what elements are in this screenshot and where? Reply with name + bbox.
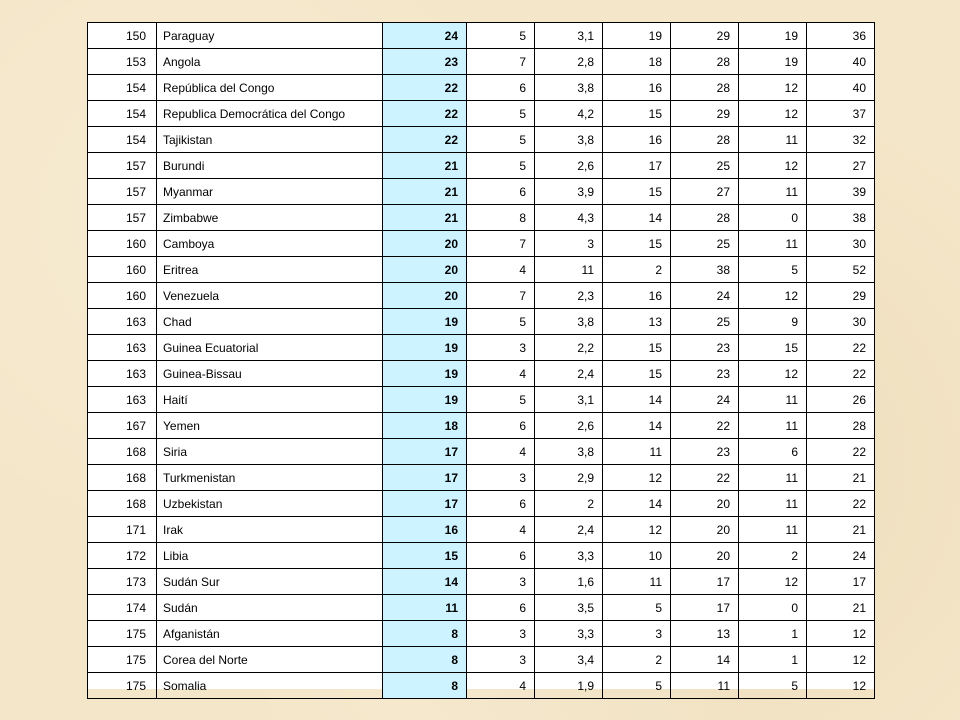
value-cell-6: 37 xyxy=(807,101,875,127)
value-cell-3: 2 xyxy=(603,647,671,673)
value-cell-4: 28 xyxy=(671,75,739,101)
rank-cell: 174 xyxy=(88,595,157,621)
value-cell-3: 3 xyxy=(603,621,671,647)
score-cell: 11 xyxy=(383,595,467,621)
value-cell-3: 14 xyxy=(603,205,671,231)
rank-cell: 163 xyxy=(88,309,157,335)
value-cell-3: 16 xyxy=(603,127,671,153)
table-row xyxy=(88,595,875,621)
value-cell-2: 1,9 xyxy=(535,673,603,699)
table-row xyxy=(88,205,875,231)
value-cell-3: 12 xyxy=(603,517,671,543)
value-cell-3: 14 xyxy=(603,413,671,439)
value-cell-6: 52 xyxy=(807,257,875,283)
country-cell: Camboya xyxy=(157,231,383,257)
country-cell: Burundi xyxy=(157,153,383,179)
value-cell-2: 2,8 xyxy=(535,49,603,75)
value-cell-6: 38 xyxy=(807,205,875,231)
value-cell-1: 7 xyxy=(467,283,535,309)
value-cell-6: 12 xyxy=(807,673,875,699)
value-cell-5: 11 xyxy=(739,127,807,153)
value-cell-1: 5 xyxy=(467,23,535,49)
value-cell-1: 3 xyxy=(467,647,535,673)
rank-cell: 171 xyxy=(88,517,157,543)
value-cell-4: 28 xyxy=(671,205,739,231)
value-cell-5: 12 xyxy=(739,75,807,101)
value-cell-4: 25 xyxy=(671,231,739,257)
table-row xyxy=(88,309,875,335)
table-row xyxy=(88,413,875,439)
value-cell-3: 5 xyxy=(603,595,671,621)
value-cell-6: 22 xyxy=(807,361,875,387)
rank-cell: 168 xyxy=(88,465,157,491)
country-cell: Irak xyxy=(157,517,383,543)
value-cell-5: 5 xyxy=(739,257,807,283)
country-cell: Somalia xyxy=(157,673,383,699)
table-row xyxy=(88,49,875,75)
value-cell-2: 3,8 xyxy=(535,439,603,465)
value-cell-4: 27 xyxy=(671,179,739,205)
value-cell-1: 8 xyxy=(467,205,535,231)
value-cell-1: 7 xyxy=(467,231,535,257)
value-cell-5: 1 xyxy=(739,621,807,647)
value-cell-2: 2,6 xyxy=(535,153,603,179)
value-cell-6: 24 xyxy=(807,543,875,569)
country-cell: Tajikistan xyxy=(157,127,383,153)
value-cell-6: 22 xyxy=(807,335,875,361)
value-cell-1: 6 xyxy=(467,179,535,205)
value-cell-1: 5 xyxy=(467,101,535,127)
value-cell-6: 22 xyxy=(807,491,875,517)
rank-cell: 157 xyxy=(88,205,157,231)
value-cell-5: 1 xyxy=(739,647,807,673)
value-cell-3: 19 xyxy=(603,23,671,49)
value-cell-5: 12 xyxy=(739,153,807,179)
value-cell-5: 11 xyxy=(739,387,807,413)
value-cell-3: 15 xyxy=(603,101,671,127)
rank-cell: 173 xyxy=(88,569,157,595)
value-cell-6: 26 xyxy=(807,387,875,413)
rank-cell: 154 xyxy=(88,75,157,101)
value-cell-5: 5 xyxy=(739,673,807,699)
score-cell: 17 xyxy=(383,439,467,465)
value-cell-5: 11 xyxy=(739,413,807,439)
value-cell-6: 36 xyxy=(807,23,875,49)
rank-cell: 172 xyxy=(88,543,157,569)
value-cell-6: 40 xyxy=(807,75,875,101)
score-cell: 17 xyxy=(383,465,467,491)
value-cell-1: 3 xyxy=(467,465,535,491)
value-cell-5: 15 xyxy=(739,335,807,361)
table-row xyxy=(88,387,875,413)
country-cell: Guinea Ecuatorial xyxy=(157,335,383,361)
table-row xyxy=(88,517,875,543)
table-row xyxy=(88,101,875,127)
value-cell-1: 4 xyxy=(467,257,535,283)
value-cell-3: 10 xyxy=(603,543,671,569)
score-cell: 23 xyxy=(383,49,467,75)
value-cell-2: 4,3 xyxy=(535,205,603,231)
value-cell-4: 38 xyxy=(671,257,739,283)
value-cell-2: 1,6 xyxy=(535,569,603,595)
rank-cell: 163 xyxy=(88,335,157,361)
table-row xyxy=(88,543,875,569)
value-cell-5: 0 xyxy=(739,595,807,621)
value-cell-5: 9 xyxy=(739,309,807,335)
value-cell-1: 6 xyxy=(467,491,535,517)
value-cell-3: 15 xyxy=(603,361,671,387)
value-cell-1: 3 xyxy=(467,569,535,595)
table-row xyxy=(88,23,875,49)
value-cell-4: 23 xyxy=(671,361,739,387)
table-row xyxy=(88,153,875,179)
value-cell-4: 17 xyxy=(671,595,739,621)
value-cell-2: 2,3 xyxy=(535,283,603,309)
value-cell-4: 23 xyxy=(671,335,739,361)
value-cell-2: 2,9 xyxy=(535,465,603,491)
value-cell-3: 12 xyxy=(603,465,671,491)
value-cell-1: 6 xyxy=(467,595,535,621)
value-cell-2: 3,8 xyxy=(535,75,603,101)
value-cell-2: 2 xyxy=(535,491,603,517)
score-cell: 19 xyxy=(383,309,467,335)
value-cell-1: 4 xyxy=(467,361,535,387)
value-cell-4: 28 xyxy=(671,127,739,153)
value-cell-4: 29 xyxy=(671,23,739,49)
value-cell-4: 20 xyxy=(671,543,739,569)
value-cell-6: 40 xyxy=(807,49,875,75)
value-cell-2: 2,4 xyxy=(535,361,603,387)
value-cell-1: 5 xyxy=(467,153,535,179)
value-cell-2: 4,2 xyxy=(535,101,603,127)
value-cell-5: 0 xyxy=(739,205,807,231)
value-cell-6: 21 xyxy=(807,595,875,621)
country-cell: Zimbabwe xyxy=(157,205,383,231)
value-cell-3: 18 xyxy=(603,49,671,75)
value-cell-5: 12 xyxy=(739,569,807,595)
score-cell: 22 xyxy=(383,75,467,101)
value-cell-1: 6 xyxy=(467,543,535,569)
score-cell: 24 xyxy=(383,23,467,49)
rank-cell: 154 xyxy=(88,127,157,153)
score-cell: 14 xyxy=(383,569,467,595)
value-cell-5: 12 xyxy=(739,283,807,309)
value-cell-4: 17 xyxy=(671,569,739,595)
value-cell-1: 4 xyxy=(467,517,535,543)
value-cell-4: 24 xyxy=(671,283,739,309)
value-cell-3: 14 xyxy=(603,491,671,517)
value-cell-4: 11 xyxy=(671,673,739,699)
rank-cell: 157 xyxy=(88,153,157,179)
table-row xyxy=(88,673,875,699)
value-cell-4: 25 xyxy=(671,309,739,335)
table-row xyxy=(88,335,875,361)
value-cell-2: 3,5 xyxy=(535,595,603,621)
rank-cell: 163 xyxy=(88,387,157,413)
score-cell: 21 xyxy=(383,153,467,179)
value-cell-3: 17 xyxy=(603,153,671,179)
rank-cell: 154 xyxy=(88,101,157,127)
rank-cell: 160 xyxy=(88,283,157,309)
rank-cell: 175 xyxy=(88,621,157,647)
score-cell: 8 xyxy=(383,621,467,647)
table-row xyxy=(88,127,875,153)
value-cell-2: 3,4 xyxy=(535,647,603,673)
country-cell: Chad xyxy=(157,309,383,335)
value-cell-3: 16 xyxy=(603,75,671,101)
country-cell: Corea del Norte xyxy=(157,647,383,673)
country-cell: Angola xyxy=(157,49,383,75)
value-cell-5: 11 xyxy=(739,517,807,543)
country-cell: Sudán xyxy=(157,595,383,621)
score-cell: 19 xyxy=(383,387,467,413)
value-cell-1: 6 xyxy=(467,75,535,101)
value-cell-1: 5 xyxy=(467,387,535,413)
value-cell-3: 11 xyxy=(603,439,671,465)
score-cell: 20 xyxy=(383,257,467,283)
value-cell-5: 2 xyxy=(739,543,807,569)
ranking-table xyxy=(87,22,875,699)
country-cell: Eritrea xyxy=(157,257,383,283)
score-cell: 15 xyxy=(383,543,467,569)
value-cell-2: 3,3 xyxy=(535,621,603,647)
value-cell-4: 20 xyxy=(671,517,739,543)
value-cell-5: 19 xyxy=(739,49,807,75)
value-cell-2: 2,4 xyxy=(535,517,603,543)
score-cell: 20 xyxy=(383,283,467,309)
table-row xyxy=(88,647,875,673)
value-cell-5: 11 xyxy=(739,179,807,205)
value-cell-3: 15 xyxy=(603,231,671,257)
country-cell: República del Congo xyxy=(157,75,383,101)
value-cell-3: 5 xyxy=(603,673,671,699)
value-cell-3: 11 xyxy=(603,569,671,595)
country-cell: Siria xyxy=(157,439,383,465)
rank-cell: 153 xyxy=(88,49,157,75)
value-cell-3: 13 xyxy=(603,309,671,335)
country-cell: Guinea-Bissau xyxy=(157,361,383,387)
table-row xyxy=(88,231,875,257)
value-cell-5: 11 xyxy=(739,491,807,517)
value-cell-6: 21 xyxy=(807,465,875,491)
value-cell-4: 25 xyxy=(671,153,739,179)
value-cell-6: 30 xyxy=(807,309,875,335)
value-cell-3: 16 xyxy=(603,283,671,309)
value-cell-6: 17 xyxy=(807,569,875,595)
rank-cell: 150 xyxy=(88,23,157,49)
value-cell-6: 27 xyxy=(807,153,875,179)
score-cell: 20 xyxy=(383,231,467,257)
score-cell: 21 xyxy=(383,179,467,205)
country-cell: Paraguay xyxy=(157,23,383,49)
country-cell: Uzbekistan xyxy=(157,491,383,517)
value-cell-2: 3,8 xyxy=(535,309,603,335)
value-cell-3: 14 xyxy=(603,387,671,413)
value-cell-4: 22 xyxy=(671,465,739,491)
value-cell-2: 3,1 xyxy=(535,387,603,413)
table-row xyxy=(88,179,875,205)
value-cell-4: 20 xyxy=(671,491,739,517)
value-cell-6: 30 xyxy=(807,231,875,257)
rank-cell: 167 xyxy=(88,413,157,439)
table-row xyxy=(88,491,875,517)
score-cell: 16 xyxy=(383,517,467,543)
rank-cell: 175 xyxy=(88,673,157,699)
value-cell-4: 28 xyxy=(671,49,739,75)
value-cell-6: 28 xyxy=(807,413,875,439)
value-cell-6: 39 xyxy=(807,179,875,205)
value-cell-4: 23 xyxy=(671,439,739,465)
value-cell-6: 12 xyxy=(807,647,875,673)
value-cell-2: 3,3 xyxy=(535,543,603,569)
value-cell-2: 3,1 xyxy=(535,23,603,49)
value-cell-6: 12 xyxy=(807,621,875,647)
table-row xyxy=(88,361,875,387)
score-cell: 19 xyxy=(383,361,467,387)
value-cell-1: 7 xyxy=(467,49,535,75)
value-cell-1: 5 xyxy=(467,309,535,335)
value-cell-4: 14 xyxy=(671,647,739,673)
country-cell: Afganistán xyxy=(157,621,383,647)
country-cell: Haití xyxy=(157,387,383,413)
value-cell-2: 3,9 xyxy=(535,179,603,205)
value-cell-2: 3,8 xyxy=(535,127,603,153)
value-cell-2: 11 xyxy=(535,257,603,283)
rank-cell: 168 xyxy=(88,491,157,517)
value-cell-2: 2,6 xyxy=(535,413,603,439)
value-cell-1: 3 xyxy=(467,621,535,647)
score-cell: 18 xyxy=(383,413,467,439)
value-cell-2: 2,2 xyxy=(535,335,603,361)
value-cell-6: 21 xyxy=(807,517,875,543)
table-row xyxy=(88,257,875,283)
value-cell-5: 12 xyxy=(739,361,807,387)
value-cell-5: 12 xyxy=(739,101,807,127)
table-row xyxy=(88,439,875,465)
value-cell-1: 3 xyxy=(467,335,535,361)
value-cell-4: 22 xyxy=(671,413,739,439)
score-cell: 22 xyxy=(383,101,467,127)
value-cell-5: 11 xyxy=(739,231,807,257)
table-row xyxy=(88,621,875,647)
value-cell-4: 29 xyxy=(671,101,739,127)
rank-cell: 160 xyxy=(88,257,157,283)
value-cell-3: 15 xyxy=(603,179,671,205)
score-cell: 21 xyxy=(383,205,467,231)
value-cell-5: 11 xyxy=(739,465,807,491)
rank-cell: 168 xyxy=(88,439,157,465)
ranking-table-container xyxy=(87,22,874,693)
score-cell: 19 xyxy=(383,335,467,361)
value-cell-5: 6 xyxy=(739,439,807,465)
value-cell-1: 6 xyxy=(467,413,535,439)
country-cell: Turkmenistan xyxy=(157,465,383,491)
value-cell-4: 13 xyxy=(671,621,739,647)
table-row xyxy=(88,465,875,491)
score-cell: 17 xyxy=(383,491,467,517)
value-cell-1: 4 xyxy=(467,439,535,465)
country-cell: Libia xyxy=(157,543,383,569)
value-cell-6: 32 xyxy=(807,127,875,153)
value-cell-3: 2 xyxy=(603,257,671,283)
country-cell: Republica Democrática del Congo xyxy=(157,101,383,127)
value-cell-2: 3 xyxy=(535,231,603,257)
country-cell: Venezuela xyxy=(157,283,383,309)
value-cell-6: 29 xyxy=(807,283,875,309)
rank-cell: 157 xyxy=(88,179,157,205)
score-cell: 8 xyxy=(383,673,467,699)
table-body xyxy=(88,23,875,699)
country-cell: Yemen xyxy=(157,413,383,439)
table-row xyxy=(88,75,875,101)
rank-cell: 163 xyxy=(88,361,157,387)
score-cell: 22 xyxy=(383,127,467,153)
table-row xyxy=(88,283,875,309)
country-cell: Myanmar xyxy=(157,179,383,205)
value-cell-4: 24 xyxy=(671,387,739,413)
value-cell-5: 19 xyxy=(739,23,807,49)
table-row xyxy=(88,569,875,595)
value-cell-1: 5 xyxy=(467,127,535,153)
rank-cell: 160 xyxy=(88,231,157,257)
value-cell-3: 15 xyxy=(603,335,671,361)
country-cell: Sudán Sur xyxy=(157,569,383,595)
score-cell: 8 xyxy=(383,647,467,673)
rank-cell: 175 xyxy=(88,647,157,673)
value-cell-1: 4 xyxy=(467,673,535,699)
value-cell-6: 22 xyxy=(807,439,875,465)
